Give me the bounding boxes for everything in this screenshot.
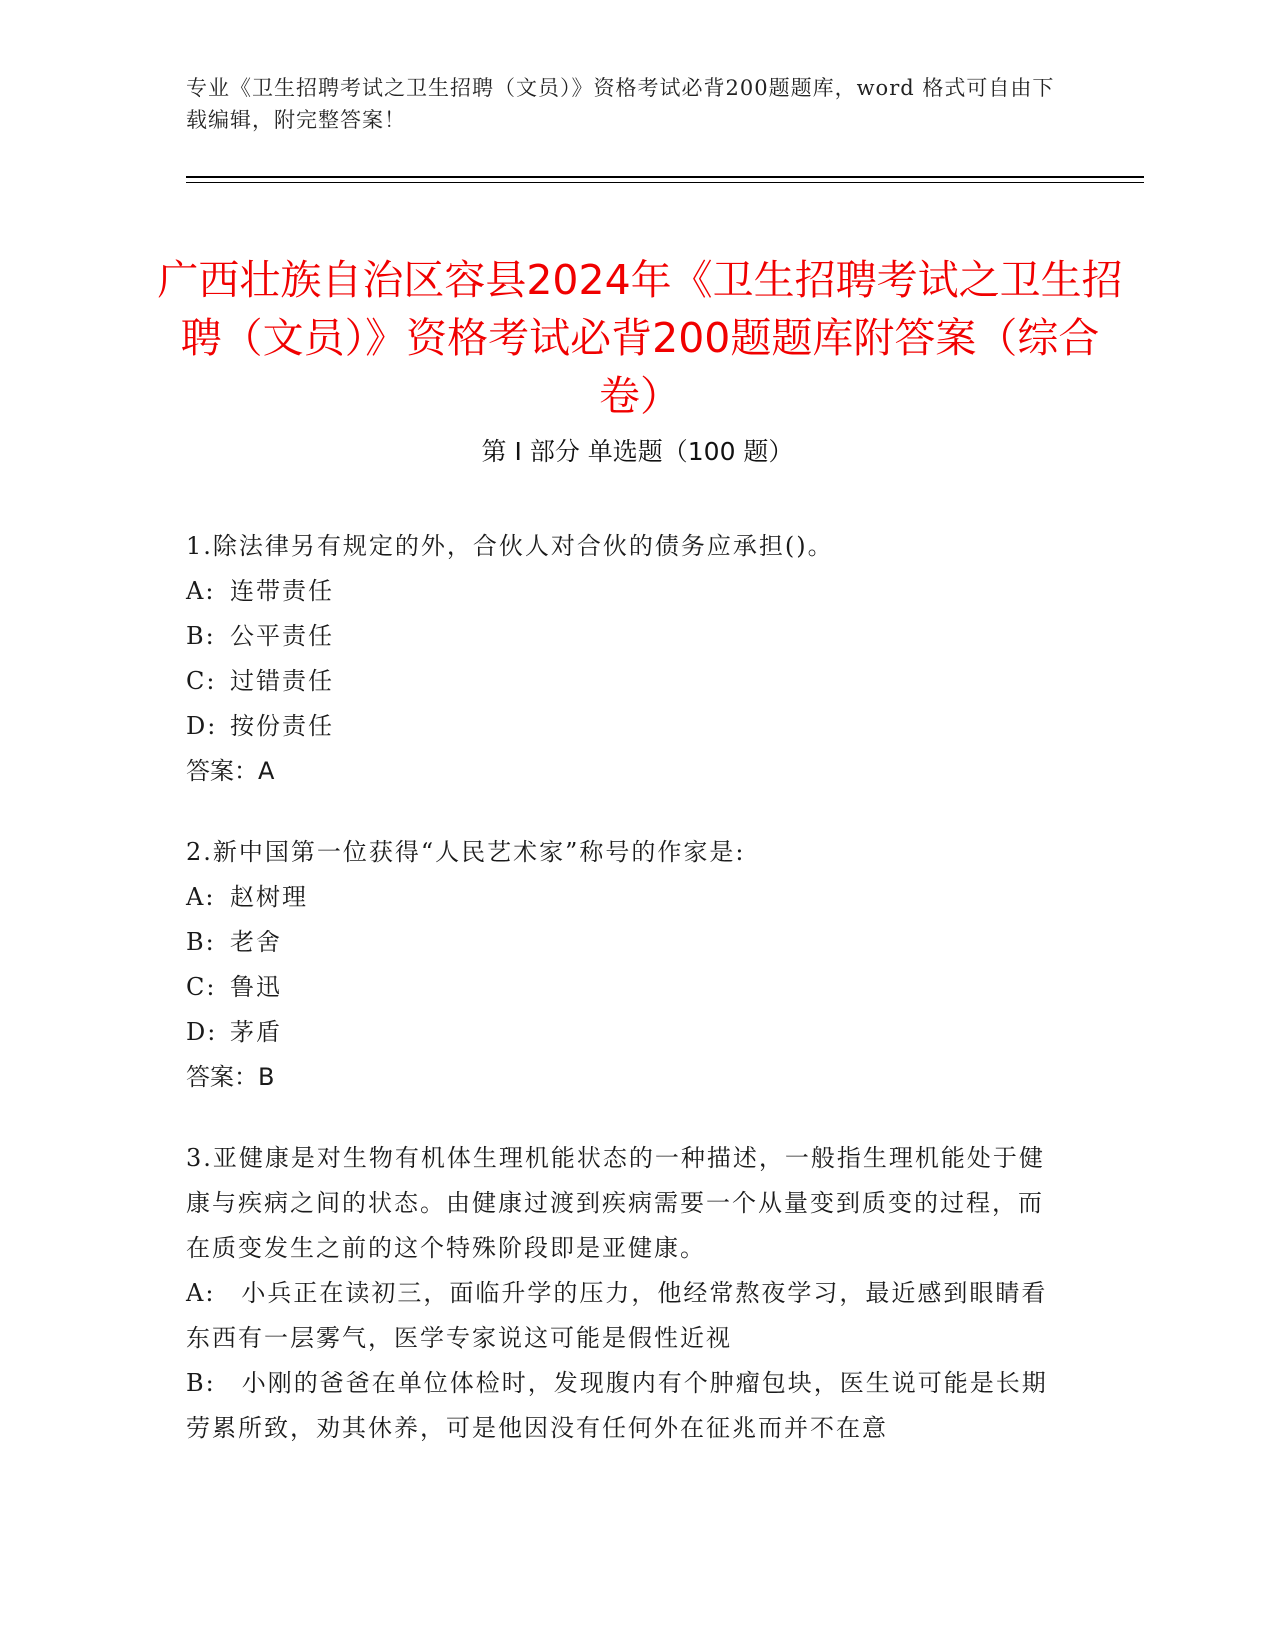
question-stem: 1.除法律另有规定的外，合伙人对合伙的债务应承担()。: [186, 532, 834, 560]
option-text: 连带责任: [230, 577, 334, 605]
option-a: [186, 1271, 1066, 1361]
option-key: D:: [186, 712, 218, 740]
question-stem: 2.新中国第一位获得“人民艺术家”称号的作家是:: [186, 838, 746, 866]
section-title: 第 I 部分 单选题（100 题）: [481, 437, 794, 466]
option-text: 赵树理: [230, 883, 308, 911]
option-key: B:: [186, 622, 216, 650]
option-text: 老舍: [230, 928, 282, 956]
option-key: D:: [186, 1018, 218, 1046]
option-text: 鲁迅: [230, 973, 282, 1001]
option-key: A:: [186, 883, 216, 911]
option-text: 按份责任: [230, 712, 334, 740]
option-c: [186, 965, 1066, 1010]
header-note: 专业《卫生招聘考试之卫生招聘（文员）》资格考试必背200题题库，word 格式可自由下载编辑，附完整答案！: [186, 76, 1055, 132]
option-b: [186, 920, 1066, 965]
answer-line: 答案：A: [186, 757, 275, 785]
answer-line: 答案：B: [186, 1063, 275, 1091]
option-key: B:: [186, 1369, 216, 1397]
option-a: [186, 569, 1066, 614]
option-text: 茅盾: [230, 1018, 282, 1046]
option-text: 过错责任: [230, 667, 334, 695]
option-d: [186, 1010, 1066, 1055]
option-key: A:: [186, 1279, 216, 1307]
question-2: [186, 830, 1066, 1100]
question-list: [186, 524, 1066, 1487]
option-key: C:: [186, 973, 217, 1001]
option-d: [186, 704, 1066, 749]
question-3: [186, 1136, 1066, 1451]
option-key: A:: [186, 577, 216, 605]
option-a: [186, 875, 1066, 920]
option-c: [186, 659, 1066, 704]
option-b: [186, 1361, 1066, 1451]
header-divider-thick: [186, 176, 1144, 178]
question-stem: 3.亚健康是对生物有机体生理机能状态的一种描述，一般指生理机能处于健康与疾病之间的状态。由健康过渡到疾病需要一个从量变到质变的过程，而在质变发生之前的这个特殊阶段即是亚健康。: [186, 1144, 1045, 1262]
option-text: 小刚的爸爸在单位体检时，发现腹内有个肿瘤包块，医生说可能是长期劳累所致，劝其休养，可是他因没有任何外在征兆而并不在意: [186, 1369, 1048, 1442]
option-b: [186, 614, 1066, 659]
option-key: B:: [186, 928, 216, 956]
option-key: C:: [186, 667, 217, 695]
question-1: [186, 524, 1066, 794]
document-title: 广西壮族自治区容县2024年《卫生招聘考试之卫生招聘（文员）》资格考试必背200题题库附答案（综合卷）: [157, 256, 1123, 421]
option-text: 小兵正在读初三，面临升学的压力，他经常熬夜学习，最近感到眼睛看东西有一层雾气，医学专家说这可能是假性近视: [186, 1279, 1048, 1352]
option-text: 公平责任: [230, 622, 334, 650]
header-divider-thin: [186, 182, 1144, 183]
